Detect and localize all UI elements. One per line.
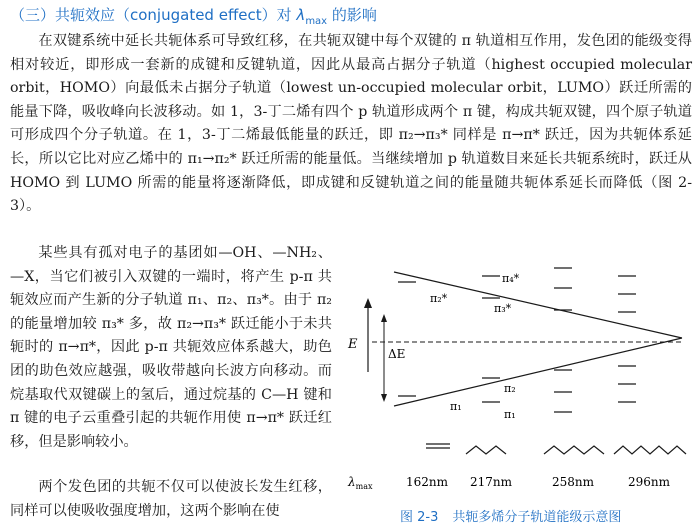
orbital-energy-diagram: [342, 246, 694, 528]
figure-caption: 图 2-3 共轭多烯分子轨道能级示意图: [400, 510, 622, 525]
butadiene-sketch: [466, 446, 506, 454]
label-pi1-butadiene: π₁: [504, 408, 516, 421]
label-lambda-max: $\lambda_{max}$: [348, 475, 373, 491]
wavelength-217: 217nm: [470, 475, 513, 489]
octatetraene-sketch: [614, 446, 686, 454]
label-pi2-star: π₂*: [430, 292, 448, 305]
wavelength-162: 162nm: [406, 475, 449, 489]
label-pi4-star: π₄*: [502, 272, 520, 285]
delta-e-arrow-head-bottom: [381, 394, 387, 402]
label-pi2: π₂: [504, 382, 516, 395]
paragraph-auxochrome: 某些具有孤对电子的基团如—OH、—NH₂、—X，当它们被引入双键的一端时，将产生 p-π 共轭效应而产生新的分子轨道 π₁、π₂、π₃*。由于 π₂ 的能量增加较 π₃* 多，故 π₂→π₃* 跃迁能小于未共轭时的 π→π*，因此 p-π 共轭效应体系越大，助色团的助色效应越强，吸收带越向长波方向移动。而烷基取代双键碳上的氢后，通过烷基的 C—H 键和 π 键的电子云重叠引起的共轭作用使 π→π* 跃迁红移，但是影响较小。: [10, 245, 332, 450]
hexatriene-sketch: [544, 446, 604, 454]
label-E: E: [348, 337, 358, 352]
wavelength-258: 258nm: [552, 475, 595, 489]
bonding-envelope-line: [394, 338, 682, 406]
label-delta-E: ΔE: [388, 347, 406, 361]
delta-e-arrow-head-top: [381, 314, 387, 322]
paragraph-two-chromophores: 两个发色团的共轭不仅可以使波长发生红移，同样可以使吸收强度增加，这两个影响在使: [10, 479, 332, 519]
paragraph-conjugation-redshift: 在双键系统中延长共轭体系可导致红移，在共轭双键中每个双键的 π 轨道相互作用，发色团的能级变得相对较近，即形成一套新的成键和反键轨道，因此从最高占据分子轨道（highest occupied molecular orbit，HOMO）向最低未占据分子轨道（lowest un-occupied molecular orbit，LUMO）跃迁所需的能量下降，吸收峰向长波移动。如 1，3-丁二烯有四个 p 轨道形成两个 π 键，构成共轭双键，四个原子轨道可形成四个分子轨道。在 1，3-丁二烯最低能量的跃迁，即 π₂→π₃* 同样是 π→π* 跃迁，因为共轭体系延长，所以它比对应乙烯中的 π₁→π₂* 跃迁所需的能量低。当继续增加 p 轨道数目来延长共轭系统时，跃迁从 HOMO 到 LUMO 所需的能量将逐渐降低，即成键和反键轨道之间的能量随共轭体系延长而降低（图 2-3）。: [10, 33, 692, 215]
energy-arrow-head: [364, 298, 372, 308]
label-pi1-ethylene: π₁: [450, 400, 462, 413]
section-heading: （三）共轭效应（conjugated effect）对 $\lambda_{max}$ 的影响: [10, 6, 377, 27]
label-pi3-star: π₃*: [494, 302, 512, 315]
antibonding-envelope-line: [394, 272, 682, 338]
wavelength-296: 296nm: [628, 475, 671, 489]
ethylene-sketch: [426, 444, 450, 448]
